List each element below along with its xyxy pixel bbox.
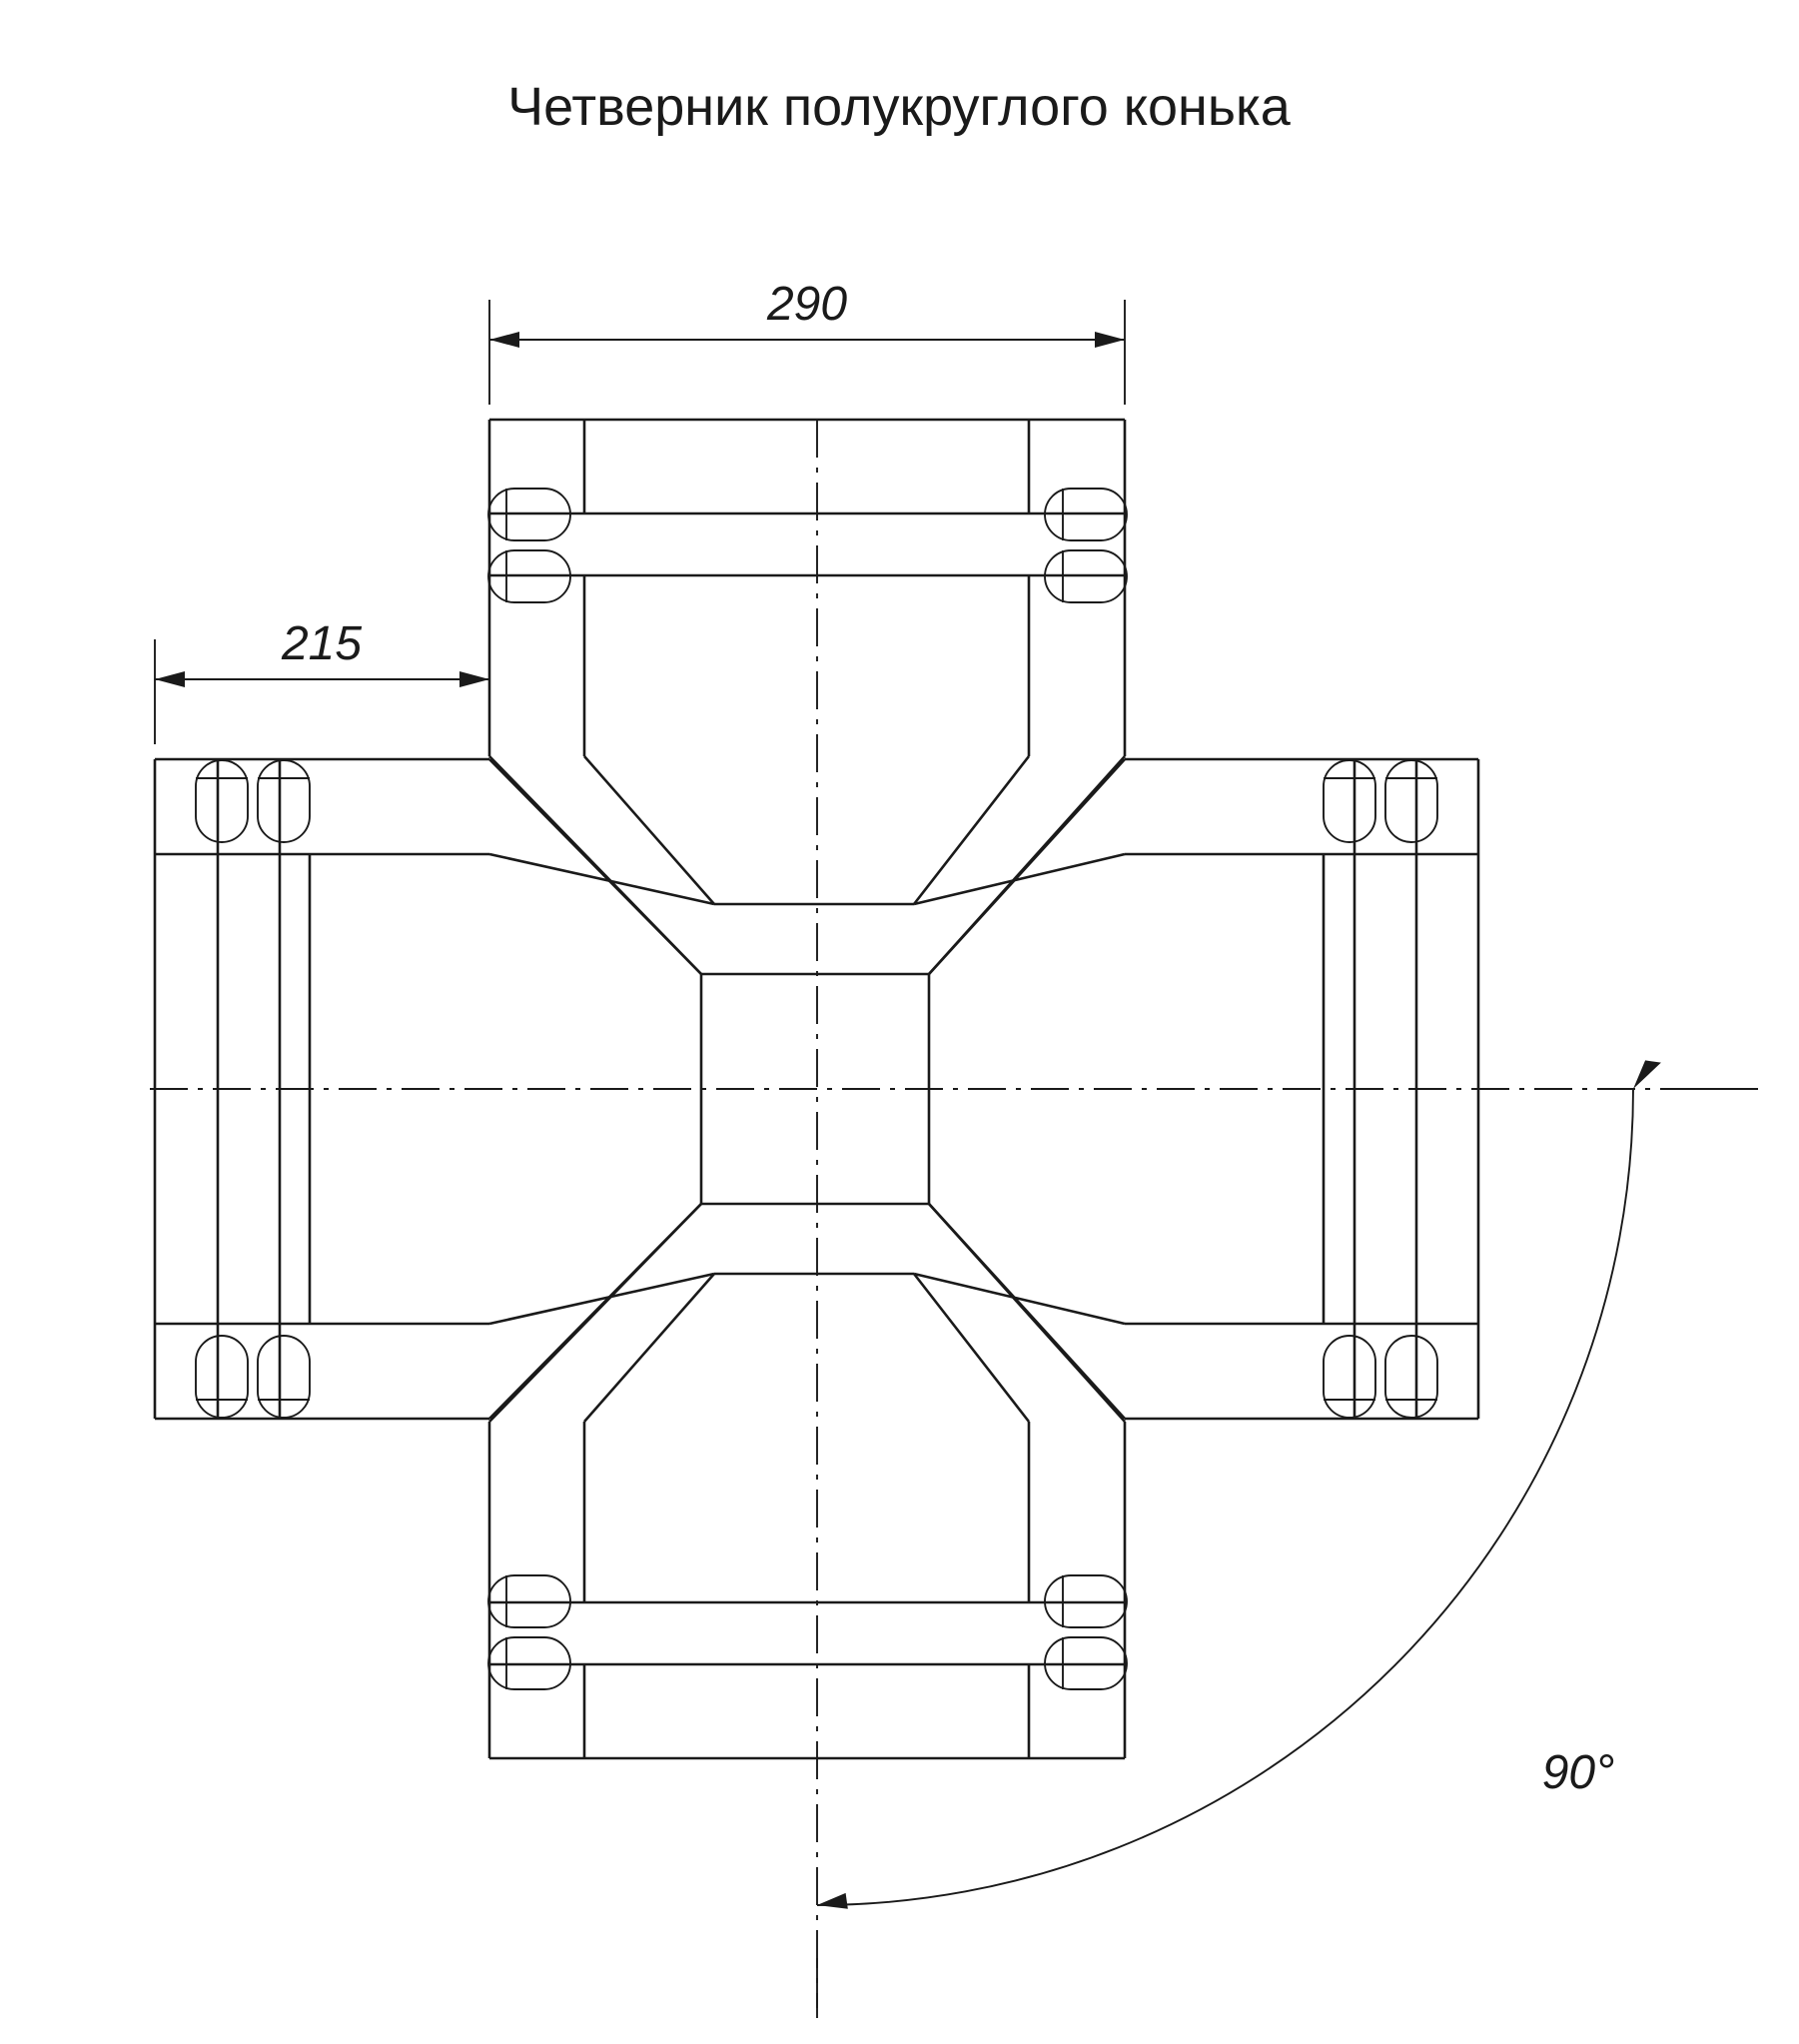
dimension-290-label: 290 [766,278,848,331]
seam-tube-top-left [488,489,570,602]
seam-tube-top-right [1045,489,1127,602]
seam-tube-left-upper [196,760,310,842]
seam-tube-bottom-left [488,1575,570,1689]
dimension-215 [155,617,489,744]
seam-tube-right-upper [1324,760,1437,842]
seam-tube-bottom-right [1045,1575,1127,1689]
page-title: Четверник полукруглого конька [507,77,1291,137]
center-lines [150,420,1688,2008]
dimension-290 [489,278,1125,405]
seam-tube-right-lower [1324,1336,1437,1418]
dimension-angle-label: 90° [1541,1746,1615,1799]
dimension-215-label: 215 [281,617,363,670]
seam-tube-left-lower [196,1336,310,1418]
dimension-angle-90 [816,1059,1758,2018]
